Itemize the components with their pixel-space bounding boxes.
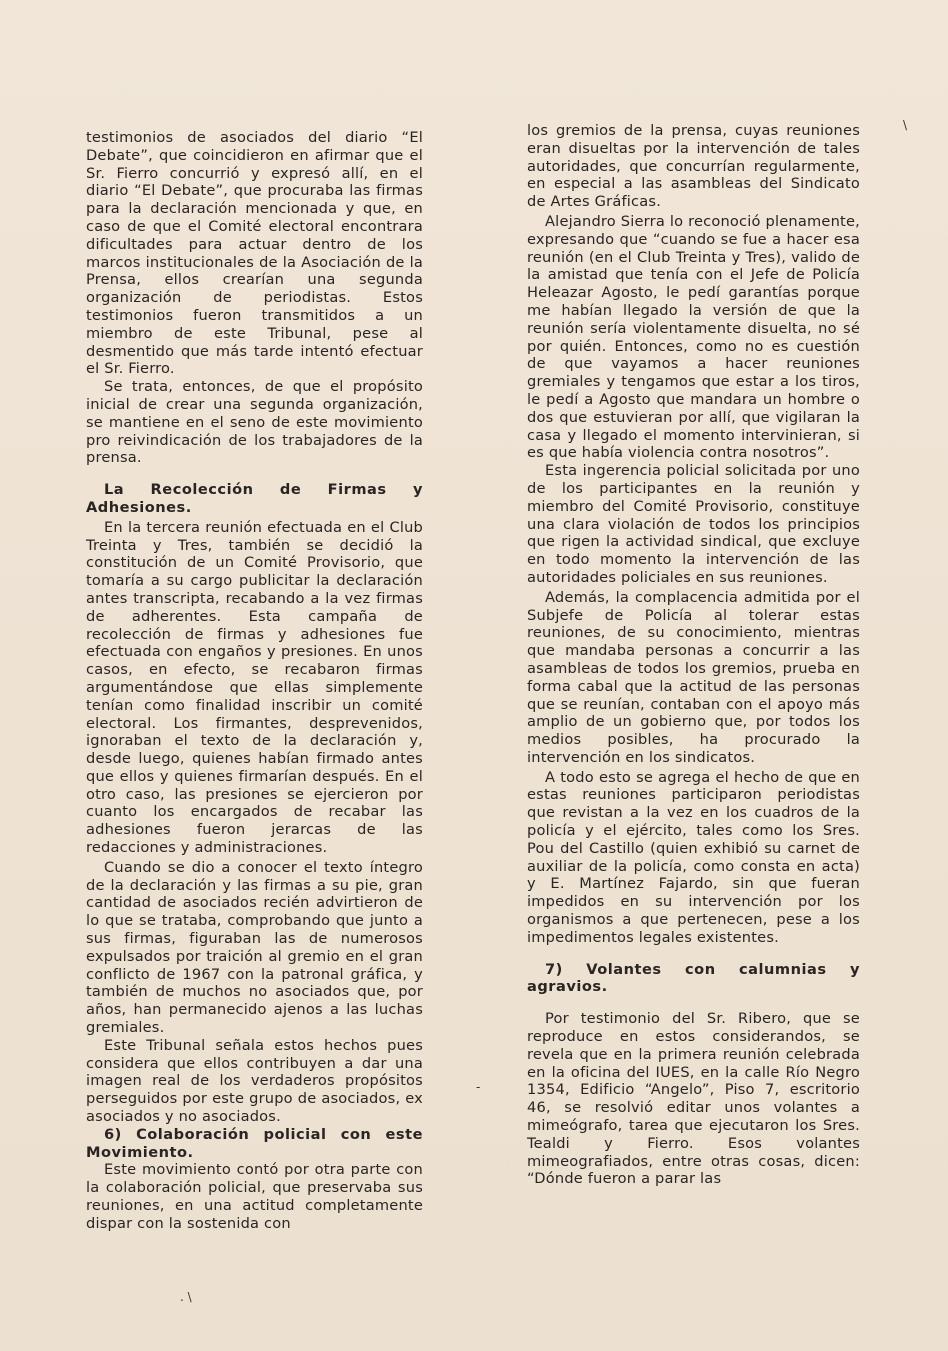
section-heading-recoleccion: La Recolección de Firmas y Adhesiones. — [86, 481, 423, 516]
right-paragraph-3: Esta ingerencia policial solicitada por uno de los participantes en la reunión y miembro del Comité Provisorio, constituye una clara violación de todos los principios que rigen la actividad sindical, que excluye en todo momento la intervención de las autoridades policiales en sus reuniones. — [527, 462, 860, 586]
left-paragraph-5: Este Tribunal señala estos hechos pues considera que ellos contribuyen a dar una imagen real de los verdaderos propósitos perseguidos por este grupo de asociados, ex asociados y no asociados. — [86, 1036, 423, 1126]
left-paragraph-6: Este movimiento contó por otra parte con la colaboración policial, que preservaba sus reuniones, en una actitud completamente dispar con la sostenida con — [86, 1161, 423, 1232]
section-heading-colaboracion: 6) Colaboración policial con este Movimiento. — [86, 1125, 423, 1161]
section-heading-volantes: 7) Volantes con calumnias y agravios. — [527, 960, 860, 996]
right-paragraph-6: Por testimonio del Sr. Ribero, que se reproduce en estos considerandos, se revela que en la primera reunión celebrada en la oficina del IUES, en la calle Río Negro 1354, Edificio “Angelo”, Piso 7, escritorio 46, se resolvió editar unos volantes a mimeógrafo, tarea que ejecutaron los Sres. Tealdi y Fierro. Esos volantes mimeografiados, entre otras cosas, dicen: “Dónde fueron a parar las — [527, 1010, 860, 1188]
paper-mark: . \ — [180, 1290, 192, 1304]
right-paragraph-1: los gremios de la prensa, cuyas reuniones eran disueltas por la intervención de tales autoridades, que concurrían regularmente, en especial a las asambleas del Sindicato de Artes Gráficas. — [527, 122, 860, 211]
left-column — [86, 129, 423, 1233]
right-paragraph-4: Además, la complacencia admitida por el Subjefe de Policía al tolerar estas reuniones, de su conocimiento, mientras que mandaba personas a concurrir a las asambleas de todos los gremios, prueba en forma cabal que la actitud de las personas que se reunían, contaban con el apoyo más amplio de un gobierno que, por todos los medios posibles, ha procurado la intervención en los sindicatos. — [527, 588, 860, 766]
right-column — [527, 122, 860, 1188]
left-paragraph-2: Se trata, entonces, de que el propósito inicial de crear una segunda organización, se mantiene en el seno de este movimiento pro reivindicación de los trabajadores de la prensa. — [86, 378, 423, 467]
right-paragraph-2: Alejandro Sierra lo reconoció plenamente, expresando que “cuando se fue a hacer esa reunión (en el Club Treinta y Tres), valido de la amistad que tenía con el Jefe de Policía Heleazar Agosto, le pedí garantías porque me habían llegado la versión de que la reunión sería violentamente disuelta, no sé por quién. Entonces, como no es cuestión de que vayamos a hacer reuniones gremiales y tengamos que estar a los tiros, le pedí a Agosto que mandara un hombre o dos que estuvieran por allí, que vigilaran la casa y llegado el momento intervinieran, si es que había violencia contra nosotros”. — [527, 212, 860, 462]
left-paragraph-3: En la tercera reunión efectuada en el Club Treinta y Tres, también se decidió la constitución de un Comité Provisorio, que tomaría a su cargo publicitar la declaración antes transcripta, recabando a la vez firmas de adherentes. Esta campaña de recolección de firmas y adhesiones fue efectuada con engaños y presiones. En unos casos, en efecto, se recabaron firmas argumentándose que ellas simplemente tenían como finalidad inscribir un comité electoral. Los firmantes, desprevenidos, ignoraban el texto de la declaración y, desde luego, quienes habían firmado antes que ellos y quienes firmarían después. En el otro caso, las presiones se ejercieron por cuanto los encargados de recabar las adhesiones fueron jerarcas de las redacciones y administraciones. — [86, 518, 423, 857]
paper-mark: - — [476, 1080, 481, 1094]
left-paragraph-1: testimonios de asociados del diario “El Debate”, que coincidieron en afirmar que el Sr. Fierro concurrió y expresó allí, en el diario “El Debate”, que procuraba las firmas para la declaración mencionada y que, en caso de que el Comité electoral encontrara dificultades para actuar dentro de los marcos institucionales de la Asociación de la Prensa, ellos crearían una segunda organización de periodistas. Estos testimonios fueron transmitidos a un miembro de este Tribunal, pese al desmentido que más tarde intentó efectuar el Sr. Fierro. — [86, 129, 423, 378]
right-paragraph-5: A todo esto se agrega el hecho de que en estas reuniones participaron periodistas que revistan a la vez en los cuadros de la policía y el ejército, tales como los Sres. Pou del Castillo (quien exhibió su carnet de auxiliar de la policía, como consta en acta) y E. Martínez Fajardo, sin que fueran impedidos en su intervención por los organismos a que pertenecen, pese a los impedimentos legales existentes. — [527, 768, 860, 946]
left-paragraph-4: Cuando se dio a conocer el texto íntegro de la declaración y las firmas a su pie, gran cantidad de asociados recién advirtieron de lo que se trataba, comprobando que junto a sus firmas, figuraban las de numerosos expulsados por traición al gremio en el gran conflicto de 1967 con la patronal gráfica, y también de muchos no asociados que, por años, han permanecido ajenos a las luchas gremiales. — [86, 858, 423, 1037]
paper-mark: \ — [903, 118, 908, 132]
